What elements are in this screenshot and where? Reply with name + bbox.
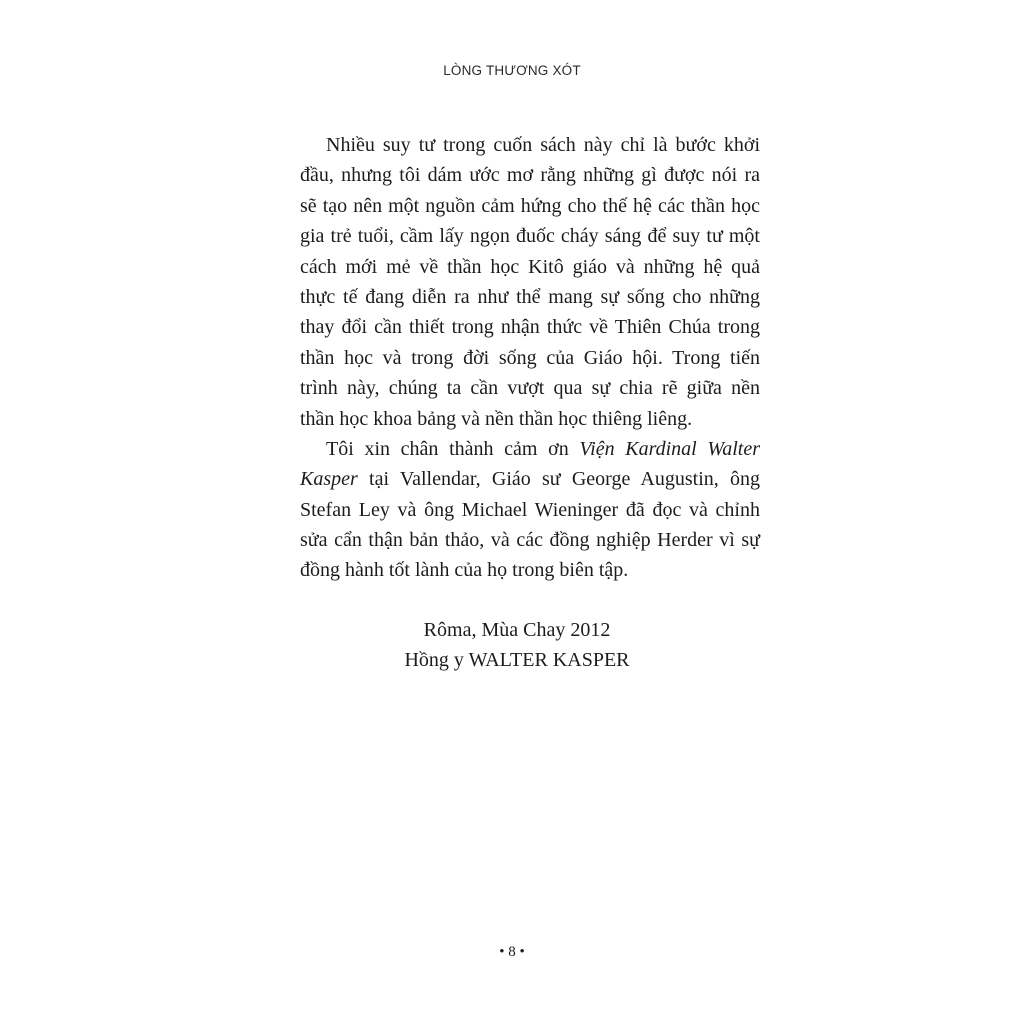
text-fragment: Tôi xin chân thành cảm ơn [326,437,580,460]
text-line: sẽ tạo nên một nguồn cảm hứng cho thế hệ các thần học [300,194,760,217]
italic-institute-name: Viện Kardinal Walter [579,437,760,460]
paragraph-2 [274,434,760,586]
text-line [274,434,760,464]
paragraph-1 [274,130,760,434]
italic-institute-name-cont: Kasper [300,468,358,491]
text-line: Stefan Ley và ông Michael Wieninger đã đọc và chỉnh [300,498,760,521]
running-header: LÒNG THƯƠNG XÓT [443,63,581,78]
text-line: thần học khoa bảng và nền thần học thiêng liêng. [300,407,693,430]
text-line: trình này, chúng ta cần vượt qua sự chia rẽ giữa nền [300,377,760,400]
text-line: thay đổi cần thiết trong nhận thức về Thiên Chúa trong [300,316,760,339]
text-line: Nhiều suy tư trong cuốn sách này chỉ là bước khởi [326,134,760,156]
body-text [274,130,760,586]
author-signature: Hồng y WALTER KASPER [404,649,630,672]
text-line: sửa cẩn thận bản thảo, và các đồng nghiệp Herder vì sự [300,529,760,552]
signature-block [274,615,760,676]
text-line: thần học và trong đời sống của Giáo hội. Trong tiến [300,346,760,369]
page-number: • 8 • [499,944,525,960]
text-fragment: tại Vallendar, Giáo sư George Augustin, ông [357,468,760,491]
place-date: Rôma, Mùa Chay 2012 [423,619,611,641]
text-line: cách mới mẻ về thần học Kitô giáo và những hệ quả [300,255,760,278]
text-line: gia trẻ tuổi, cầm lấy ngọn đuốc cháy sáng để suy tư một [300,225,760,248]
text-line [274,464,760,494]
text-line: thực tế đang diễn ra như thể mang sự sống cho những [300,285,760,308]
text-line: đồng hành tốt lành của họ trong biên tập. [300,559,629,582]
text-line: đầu, nhưng tôi dám ước mơ rằng những gì được nói ra [300,164,760,187]
